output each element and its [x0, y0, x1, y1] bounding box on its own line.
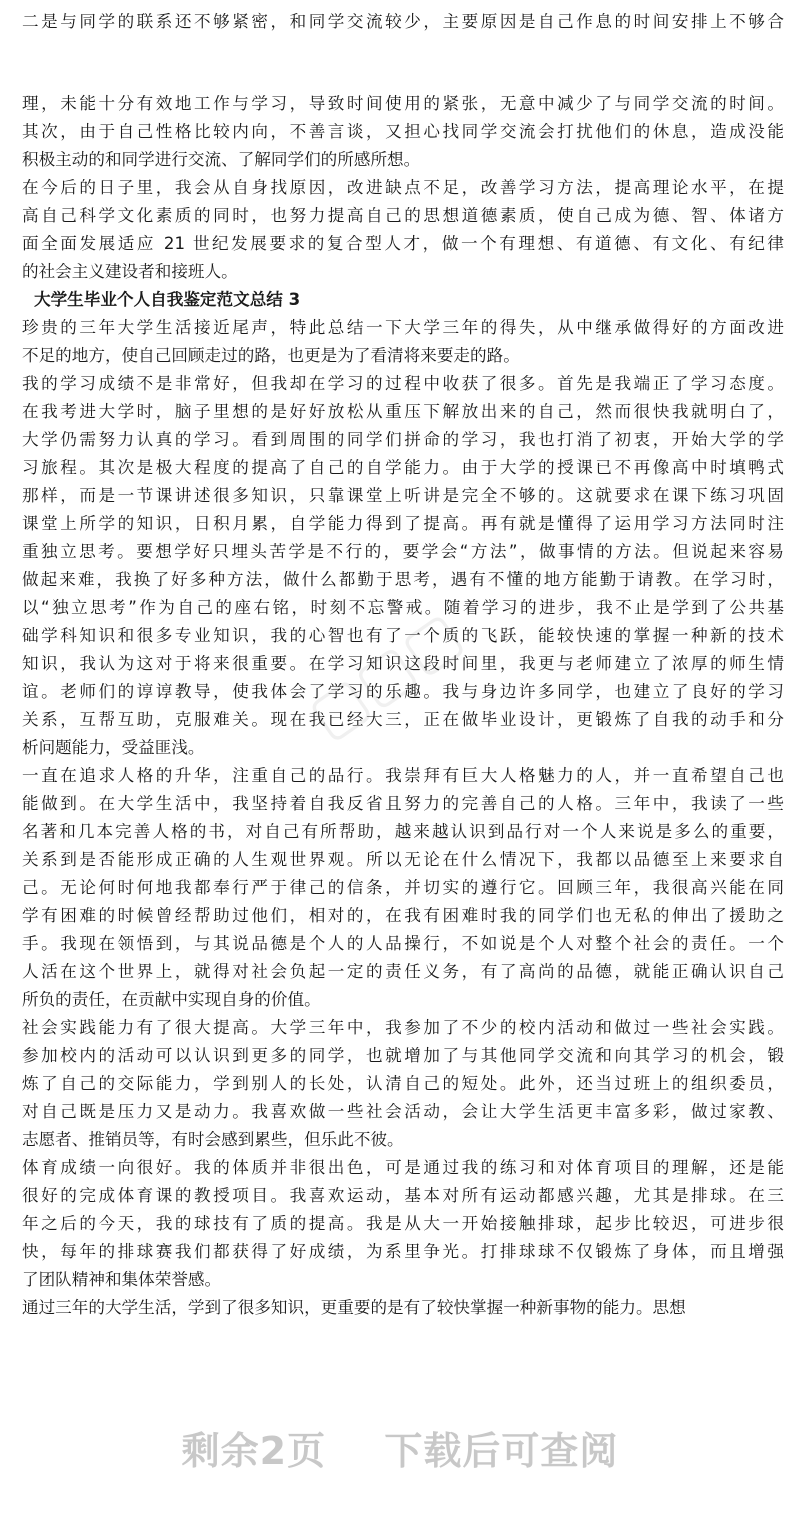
- text-line: 知识，我认为这对于将来很重要。在学习知识这段时间里，我更与老师建立了浓厚的师生情: [22, 654, 784, 673]
- text-line: 通过三年的大学生活，学到了很多知识，更重要的是有了较快掌握一种新事物的能力。思想: [22, 1298, 686, 1317]
- text-line: 年之后的今天，我的球技有了质的提高。我是从大一开始接触排球，起步比较迟，可进步很: [22, 1214, 784, 1233]
- text-line: 学有困难的时候曾经帮助过他们，相对的，在我有困难时我的同学们也无私的伸出了援助之: [22, 906, 784, 925]
- download-prompt[interactable]: [0, 1420, 800, 1475]
- text-line: 做起来难，我换了好多种方法，做什么都勤于思考，遇有不懂的地方能勤于请教。在学习时，: [22, 570, 784, 589]
- text-line: 那样，而是一节课讲述很多知识，只靠课堂上听讲是完全不够的。这就要求在课下练习巩固: [22, 486, 784, 505]
- text-line: 一直在追求人格的升华，注重自己的品行。我崇拜有巨大人格魅力的人，并一直希望自己也: [22, 766, 784, 785]
- text-line: 其次，由于自己性格比较内向，不善言谈，又担心找同学交流会打扰他们的休息，造成没能: [22, 122, 784, 141]
- text-line: 习旅程。其次是极大程度的提高了自己的自学能力。由于大学的授课已不再像高中时填鸭式: [22, 458, 784, 477]
- text-line: 能做到。在大学生活中，我坚持着自我反省且努力的完善自己的人格。三年中，我读了一些: [22, 794, 784, 813]
- text-line: 大学仍需努力认真的学习。看到周围的同学们拼命的学习，我也打消了初衷，开始大学的学: [22, 430, 784, 449]
- text-line: 关系到是否能形成正确的人生观世界观。所以无论在什么情况下，我都以品德至上来要求自: [22, 850, 784, 869]
- text-line: 人活在这个世界上，就得对社会负起一定的责任义务，有了高尚的品德，就能正确认识自己: [22, 962, 784, 981]
- text-line: 在我考进大学时，脑子里想的是好好放松从重压下解放出来的自己，然而很快我就明白了，: [22, 402, 784, 421]
- text-line: 的社会主义建设者和接班人。: [22, 262, 238, 281]
- text-line: 我的学习成绩不是非常好，但我却在学习的过程中收获了很多。首先是我端正了学习态度。: [22, 374, 784, 393]
- download-to-view-label: 下载后可查阅: [384, 1429, 619, 1473]
- text-line: 面全面发展适应 21 世纪发展要求的复合型人才，做一个有理想、有道德、有文化、有纪律: [22, 234, 784, 253]
- text-line: 关系，互帮互助，克服难关。现在我已经大三，正在做毕业设计，更锻炼了自我的动手和分: [22, 710, 784, 729]
- text-line: 础学科知识和很多专业知识，我的心智也有了一个质的飞跃，能较快速的掌握一种新的技术: [22, 626, 784, 645]
- text-line: 二是与同学的联系还不够紧密，和同学交流较少，主要原因是自己作息的时间安排上不够合: [22, 12, 784, 31]
- text-line: 所负的责任，在贡献中实现自身的价值。: [22, 990, 321, 1009]
- text-line: 很好的完成体育课的教授项目。我喜欢运动，基本对所有运动都感兴趣，尤其是排球。在三: [22, 1186, 784, 1205]
- text-line: 以“独立思考”作为自己的座右铭，时刻不忘警戒。随着学习的进步，我不止是学到了公共基: [22, 598, 784, 617]
- text-line: 志愿者、推销员等，有时会感到累些，但乐此不彼。: [22, 1130, 404, 1149]
- text-line: 名著和几本完善人格的书，对自己有所帮助，越来越认识到品行对一个人来说是多么的重要，: [22, 822, 784, 841]
- text-line: 了团队精神和集体荣誉感。: [22, 1270, 222, 1289]
- text-line: 积极主动的和同学进行交流、了解同学们的所感所想。: [22, 150, 421, 169]
- section-heading: 大学生毕业个人自我鉴定范文总结 3: [34, 290, 301, 309]
- text-line: 对自己既是压力又是动力。我喜欢做一些社会活动，会让大学生活更丰富多彩，做过家教、: [22, 1102, 784, 1121]
- text-line: 珍贵的三年大学生活接近尾声，特此总结一下大学三年的得失，从中继承做得好的方面改进: [22, 318, 784, 337]
- watermark: ▢▢▢: [295, 597, 475, 753]
- remaining-pages-label: 剩余2页: [181, 1429, 327, 1473]
- text-line: 社会实践能力有了很大提高。大学三年中，我参加了不少的校内活动和做过一些社会实践。: [22, 1018, 784, 1037]
- text-line: 析问题能力，受益匪浅。: [22, 738, 205, 757]
- text-line: 参加校内的活动可以认识到更多的同学，也就增加了与其他同学交流和向其学习的机会，锻: [22, 1046, 784, 1065]
- text-line: 谊。老师们的谆谆教导，使我体会了学习的乐趣。我与身边许多同学，也建立了良好的学习: [22, 682, 784, 701]
- text-line: 在今后的日子里，我会从自身找原因，改进缺点不足，改善学习方法，提高理论水平，在提: [22, 178, 784, 197]
- text-line: 高自己科学文化素质的同时，也努力提高自己的思想道德素质，使自己成为德、智、体诸方: [22, 206, 784, 225]
- text-line: 炼了自己的交际能力，学到别人的长处，认清自己的短处。此外，还当过班上的组织委员，: [22, 1074, 784, 1093]
- text-line: 体育成绩一向很好。我的体质并非很出色，可是通过我的练习和对体育项目的理解，还是能: [22, 1158, 784, 1177]
- text-line: 理，未能十分有效地工作与学习，导致时间使用的紧张，无意中减少了与同学交流的时间。: [22, 94, 784, 113]
- text-line: 不足的地方，使自己回顾走过的路，也更是为了看清将来要走的路。: [22, 346, 520, 365]
- text-line: 快，每年的排球赛我们都获得了好成绩，为系里争光。打排球球不仅锻炼了身体，而且增强: [22, 1242, 784, 1261]
- text-line: 重独立思考。要想学好只埋头苦学是不行的，要学会“方法”，做事情的方法。但说起来容易: [22, 542, 784, 561]
- text-line: 己。无论何时何地我都奉行严于律己的信条，并切实的遵行它。回顾三年，我很高兴能在同: [22, 878, 784, 897]
- text-line: 手。我现在领悟到，与其说品德是个人的人品操行，不如说是个人对整个社会的责任。一个: [22, 934, 784, 953]
- text-line: 课堂上所学的知识，日积月累，自学能力得到了提高。再有就是懂得了运用学习方法同时注: [22, 514, 784, 533]
